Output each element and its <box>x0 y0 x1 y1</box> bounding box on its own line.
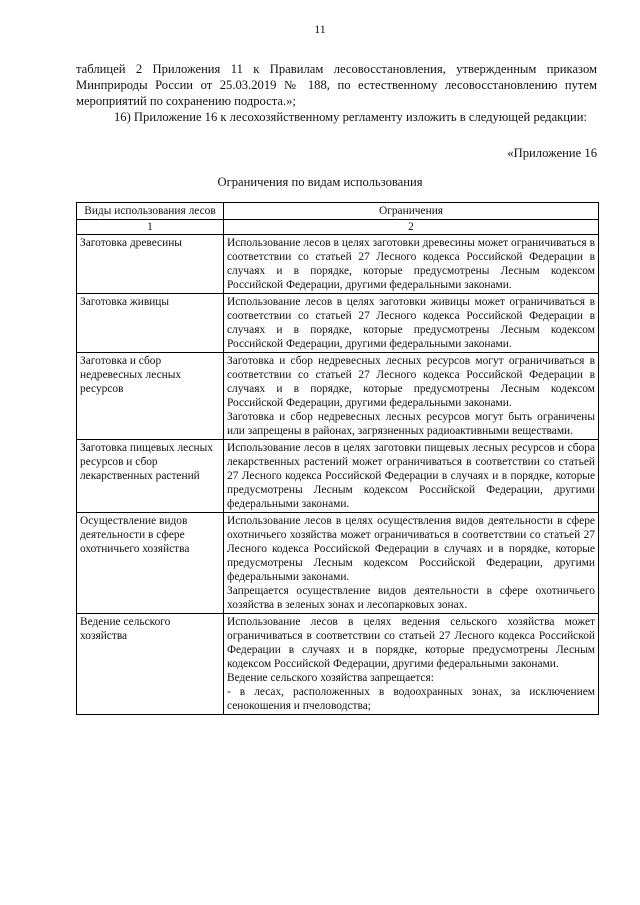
restriction-paragraph: Использование лесов в целях осуществления видов деятельности в сфере охотничьего хозяйства может ограничиваться в соответствии со статьей 27 Лесного кодекса Российской Федерации в случаях и в порядке, которые предусмотрены Лесным кодексом Российской Федерации, другими федеральными законами. <box>227 515 595 583</box>
forest-use-type-cell: Заготовка пищевых лесных ресурсов и сбор лекарственных растений <box>77 440 224 513</box>
paragraph-2: 16) Приложение 16 к лесохозяйственному регламенту изложить в следующей редакции: <box>114 110 587 124</box>
table-title: Ограничения по видам использования <box>217 175 423 189</box>
restriction-paragraph: Заготовка и сбор недревесных лесных ресурсов могут ограничиваться в соответствии со статьей 27 Лесного кодекса Российской Федерации в случаях и в порядке, которые предусмотрены Лесным кодексом Российской Федерации, другими федеральными законами. <box>227 355 595 409</box>
header-forest-use-type: Виды использования лесов <box>77 203 224 220</box>
table-row <box>77 614 599 715</box>
page-number: 11 <box>314 22 326 36</box>
table-row <box>77 513 599 614</box>
paragraph-1: таблицей 2 Приложения 11 к Правилам лесовосстановления, утвержденным приказом Минприроды России от 25.03.2019 № 188, по естественному лесовосстановлению путем мероприятий по сохранению подроста.»; <box>76 62 597 108</box>
restrictions-cell <box>224 235 599 294</box>
header-restrictions: Ограничения <box>224 203 599 220</box>
restrictions-cell <box>224 513 599 614</box>
forest-use-type-cell: Осуществление видов деятельности в сфере охотничьего хозяйства <box>77 513 224 614</box>
restriction-paragraph: - в лесах, расположенных в водоохранных зонах, за исключением сенокошения и пчеловодства; <box>227 686 595 712</box>
restriction-paragraph: Использование лесов в целях заготовки пищевых лесных ресурсов и сбора лекарственных растений может ограничиваться в соответствии со статьей 27 Лесного кодекса Российской Федерации в случаях и в порядке, которые предусмотрены Лесным кодексом Российской Федерации, другими федеральными законами. <box>227 442 595 510</box>
table-body <box>77 235 599 715</box>
column-number-row <box>77 220 599 235</box>
table-row <box>77 440 599 513</box>
forest-use-type-cell: Заготовка древесины <box>77 235 224 294</box>
table-row <box>77 235 599 294</box>
forest-use-type-cell: Заготовка живицы <box>77 294 224 353</box>
restriction-paragraph: Использование лесов в целях ведения сельского хозяйства может ограничиваться в соответствии со статьей 27 Лесного кодекса Российской Федерации в случаях и в порядке, которые предусмотрены Лесным кодексом Российской Федерации, другими федеральными законами. <box>227 616 595 670</box>
column-number-1: 1 <box>77 220 224 235</box>
forest-use-type-cell: Заготовка и сбор недревесных лесных ресурсов <box>77 353 224 440</box>
restrictions-cell <box>224 614 599 715</box>
restriction-paragraph: Использование лесов в целях заготовки живицы может ограничиваться в соответствии со статьей 27 Лесного кодекса Российской Федерации в случаях и в порядке, которые предусмотрены Лесным кодексом Российской Федерации, другими федеральными законами. <box>227 296 595 350</box>
restriction-paragraph: Запрещается осуществление видов деятельности в сфере охотничьего хозяйства в зеленых зонах и лесопарковых зонах. <box>227 585 595 611</box>
restrictions-cell <box>224 294 599 353</box>
table-header-row <box>77 203 599 220</box>
restriction-paragraph: Заготовка и сбор недревесных лесных ресурсов могут быть ограничены или запрещены в районах, загрязненных радиоактивными веществами. <box>227 411 595 437</box>
restrictions-cell <box>224 440 599 513</box>
table-row <box>77 353 599 440</box>
annex-label: «Приложение 16 <box>507 146 597 160</box>
restriction-paragraph: Использование лесов в целях заготовки древесины может ограничиваться в соответствии со статьей 27 Лесного кодекса Российской Федерации в случаях и в порядке, которые предусмотрены Лесным кодексом Российской Федерации, другими федеральными законами. <box>227 237 595 291</box>
restriction-paragraph: Ведение сельского хозяйства запрещается: <box>227 672 434 684</box>
restrictions-table <box>76 202 599 715</box>
forest-use-type-cell: Ведение сельского хозяйства <box>77 614 224 715</box>
restrictions-cell <box>224 353 599 440</box>
column-number-2: 2 <box>224 220 599 235</box>
table-row <box>77 294 599 353</box>
